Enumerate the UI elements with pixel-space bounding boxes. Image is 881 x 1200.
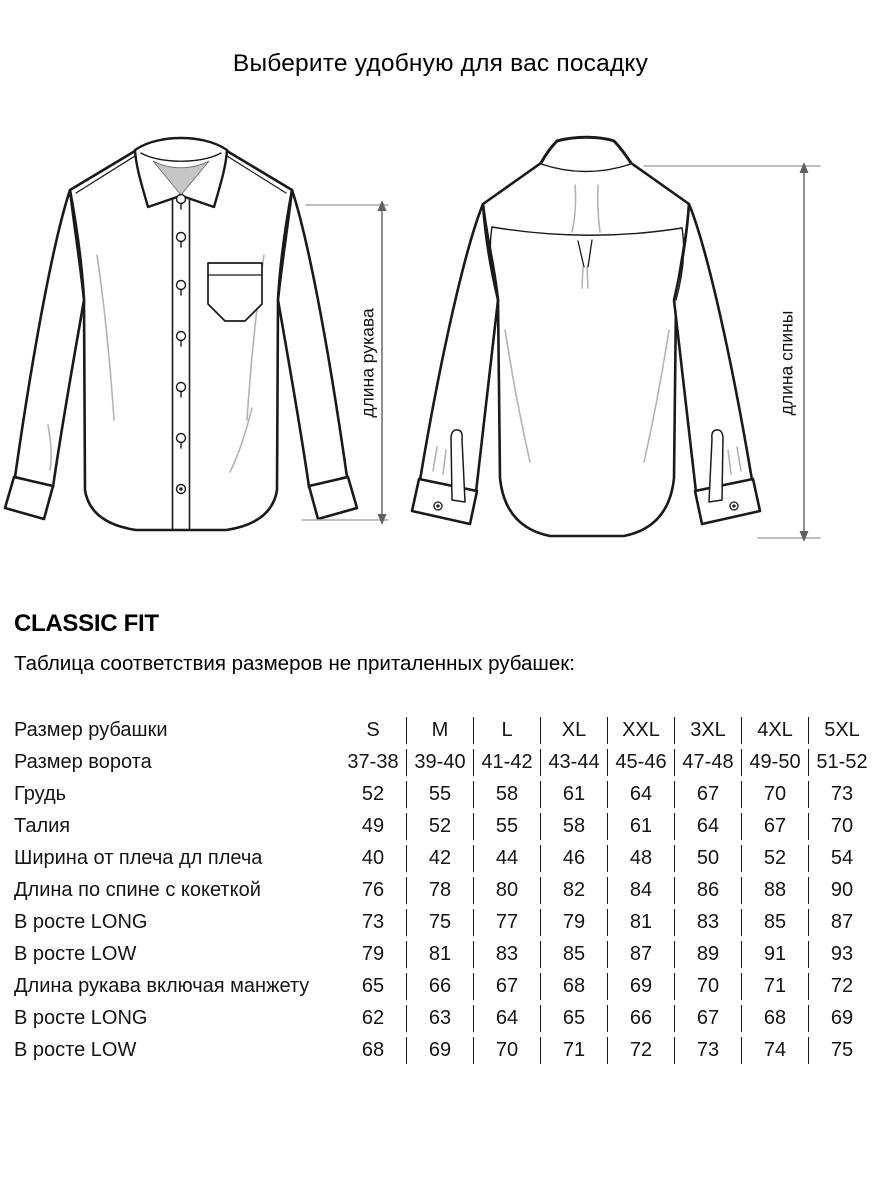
back-shirt-drawing	[412, 137, 760, 536]
size-cell: 73	[340, 909, 407, 936]
size-cell: L	[474, 717, 541, 744]
table-row	[14, 813, 875, 840]
size-cell: 84	[608, 877, 675, 904]
size-cell: 45-46	[608, 749, 675, 776]
size-cell: 46	[541, 845, 608, 872]
table-row	[14, 877, 875, 904]
size-cell: 77	[474, 909, 541, 936]
size-cell: 82	[541, 877, 608, 904]
size-cell: 63	[407, 1005, 474, 1032]
size-cell: M	[407, 717, 474, 744]
size-cell: 87	[830, 911, 854, 933]
table-row	[14, 1005, 875, 1032]
row-label: В росте LOW	[14, 1039, 137, 1061]
row-label: Длина по спине с кокеткой	[14, 879, 261, 901]
front-right-sleeve	[278, 190, 347, 487]
size-cell: 61	[608, 813, 675, 840]
size-cell: 42	[407, 845, 474, 872]
row-label: Грудь	[14, 783, 67, 805]
size-cell: 81	[407, 941, 474, 968]
table-row	[14, 909, 875, 936]
size-cell: 68	[340, 1037, 407, 1064]
row-label: В росте LOW	[14, 943, 137, 965]
size-cell: 52	[742, 845, 809, 872]
table-row	[14, 973, 875, 1000]
size-cell: 69	[830, 1007, 854, 1029]
page-title: Выберите удобную для вас посадку	[232, 50, 649, 77]
table-row	[14, 717, 875, 744]
size-cell: 69	[407, 1037, 474, 1064]
back-length-label: длина спины	[776, 310, 797, 416]
size-cell: XL	[541, 717, 608, 744]
size-cell: S	[340, 717, 407, 744]
size-cell: 55	[474, 813, 541, 840]
size-cell: 72	[830, 975, 854, 997]
row-label: Длина рукава включая манжету	[14, 975, 310, 997]
size-cell: 86	[675, 877, 742, 904]
size-cell: 43-44	[541, 749, 608, 776]
size-cell: 79	[541, 909, 608, 936]
size-cell: 73	[675, 1037, 742, 1064]
sleeve-length-label: длина рукава	[357, 308, 378, 418]
front-left-cuff	[5, 477, 53, 519]
size-cell: 4XL	[742, 717, 809, 744]
size-cell: 79	[340, 941, 407, 968]
size-cell: 73	[830, 783, 854, 805]
size-cell: 67	[474, 973, 541, 1000]
front-left-sleeve	[15, 190, 84, 487]
size-cell: 70	[742, 781, 809, 808]
size-cell: 52	[407, 813, 474, 840]
size-cell: 70	[474, 1037, 541, 1064]
size-cell: 54	[830, 847, 854, 869]
size-cell: 41-42	[474, 749, 541, 776]
table-row	[14, 749, 875, 776]
shirts-figure	[0, 130, 881, 590]
front-right-cuff	[309, 477, 357, 519]
size-cell: 89	[675, 941, 742, 968]
size-cell: 49	[340, 813, 407, 840]
table-row	[14, 1037, 875, 1064]
size-cell: 3XL	[675, 717, 742, 744]
size-cell: 76	[340, 877, 407, 904]
size-cell: 52	[340, 781, 407, 808]
size-cell: 50	[675, 845, 742, 872]
size-cell: 75	[830, 1039, 854, 1061]
size-cell: 51-52	[816, 751, 868, 773]
size-cell: XXL	[608, 717, 675, 744]
size-cell: 91	[742, 941, 809, 968]
back-shirt-body	[483, 163, 689, 536]
size-cell: 88	[742, 877, 809, 904]
size-cell: 85	[541, 941, 608, 968]
arrow-down-icon	[800, 531, 809, 542]
size-cell: 58	[541, 813, 608, 840]
size-cell: 44	[474, 845, 541, 872]
size-cell: 80	[474, 877, 541, 904]
size-cell: 93	[830, 943, 854, 965]
size-cell: 71	[541, 1037, 608, 1064]
size-cell: 68	[541, 973, 608, 1000]
size-cell: 71	[742, 973, 809, 1000]
size-cell: 70	[830, 815, 854, 837]
table-row	[14, 941, 875, 968]
size-cell: 83	[675, 909, 742, 936]
row-label: Размер рубашки	[14, 719, 168, 741]
size-cell: 87	[608, 941, 675, 968]
size-cell: 39-40	[407, 749, 474, 776]
section-heading: CLASSIC FIT	[14, 610, 159, 637]
size-cell: 61	[541, 781, 608, 808]
size-cell: 40	[340, 845, 407, 872]
size-cell: 75	[407, 909, 474, 936]
size-cell: 65	[541, 1005, 608, 1032]
size-cell: 5XL	[824, 719, 860, 741]
size-cell: 65	[340, 973, 407, 1000]
size-cell: 66	[608, 1005, 675, 1032]
arrow-up-icon	[800, 162, 809, 173]
size-cell: 66	[407, 973, 474, 1000]
row-label: Талия	[14, 815, 71, 837]
table-row	[14, 845, 875, 872]
size-cell: 64	[608, 781, 675, 808]
size-cell: 64	[675, 813, 742, 840]
row-label: Ширина от плеча дл плеча	[14, 847, 263, 869]
size-cell: 72	[608, 1037, 675, 1064]
size-cell: 67	[675, 1005, 742, 1032]
size-cell: 85	[742, 909, 809, 936]
size-cell: 74	[742, 1037, 809, 1064]
size-cell: 55	[407, 781, 474, 808]
row-label: Размер ворота	[14, 751, 152, 773]
size-cell: 83	[474, 941, 541, 968]
front-shirt-drawing	[5, 138, 357, 530]
size-cell: 37-38	[340, 749, 407, 776]
size-cell: 67	[742, 813, 809, 840]
size-cell: 69	[608, 973, 675, 1000]
size-cell: 49-50	[742, 749, 809, 776]
table-row	[14, 781, 875, 808]
size-cell: 47-48	[675, 749, 742, 776]
size-cell: 67	[675, 781, 742, 808]
chest-pocket	[208, 263, 262, 321]
size-table	[14, 712, 875, 1069]
size-cell: 81	[608, 909, 675, 936]
section-subtitle: Таблица соответствия размеров не приталенных рубашек:	[14, 652, 575, 675]
size-cell: 58	[474, 781, 541, 808]
row-label: В росте LONG	[14, 911, 148, 933]
size-cell: 62	[340, 1005, 407, 1032]
size-cell: 90	[830, 879, 854, 901]
row-label: В росте LONG	[14, 1007, 148, 1029]
size-cell: 64	[474, 1005, 541, 1032]
size-cell: 78	[407, 877, 474, 904]
size-cell: 68	[742, 1005, 809, 1032]
size-cell: 48	[608, 845, 675, 872]
size-cell: 70	[675, 973, 742, 1000]
